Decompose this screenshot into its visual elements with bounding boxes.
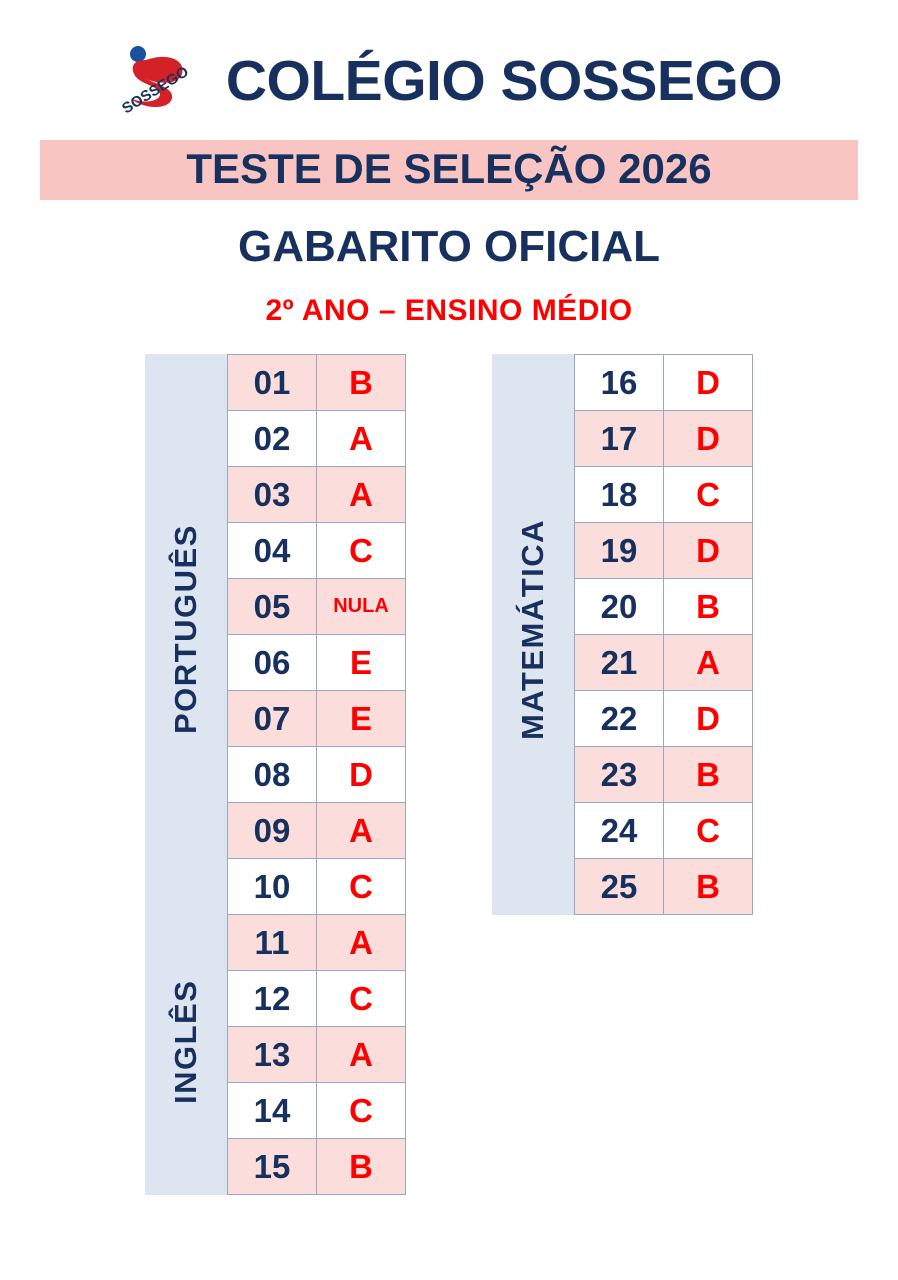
table-row — [228, 747, 405, 803]
left-answer-block — [145, 354, 406, 1195]
table-row — [575, 355, 752, 411]
right-subject-labels — [492, 354, 574, 915]
answer-value: C — [317, 971, 405, 1026]
answer-value: B — [317, 1139, 405, 1194]
question-number: 22 — [575, 691, 664, 746]
question-number: 02 — [228, 411, 317, 466]
answer-value: C — [317, 523, 405, 578]
table-row — [575, 635, 752, 691]
right-answer-rows — [574, 354, 753, 915]
question-number: 10 — [228, 859, 317, 914]
table-row — [228, 467, 405, 523]
table-row — [228, 355, 405, 411]
question-number: 15 — [228, 1139, 317, 1194]
answer-tables — [0, 354, 898, 1195]
subject-label-portugues: PORTUGUÊS — [168, 524, 203, 735]
grade-level: 2º ANO – ENSINO MÉDIO — [265, 294, 633, 328]
table-row — [575, 579, 752, 635]
document-subtitle: GABARITO OFICIAL — [237, 222, 661, 272]
answer-value: C — [317, 859, 405, 914]
question-number: 11 — [228, 915, 317, 970]
answer-value: B — [664, 579, 752, 634]
question-number: 05 — [228, 579, 317, 634]
school-name: COLÉGIO SOSSEGO — [225, 48, 783, 113]
answer-value: C — [664, 803, 752, 858]
left-subject-labels — [145, 354, 227, 1195]
table-row — [575, 747, 752, 803]
question-number: 14 — [228, 1083, 317, 1138]
right-answer-block — [492, 354, 753, 915]
table-row — [228, 635, 405, 691]
table-row — [575, 859, 752, 915]
answer-value: D — [664, 411, 752, 466]
answer-value: E — [317, 691, 405, 746]
answer-value: E — [317, 635, 405, 690]
answer-value: C — [664, 467, 752, 522]
answer-value: B — [317, 355, 405, 410]
answer-value: A — [317, 915, 405, 970]
question-number: 03 — [228, 467, 317, 522]
answer-value: A — [317, 411, 405, 466]
question-number: 12 — [228, 971, 317, 1026]
subject-label-matematica: MATEMÁTICA — [515, 518, 550, 740]
table-row — [228, 803, 405, 859]
answer-value: A — [317, 1027, 405, 1082]
answer-value: B — [664, 859, 752, 914]
question-number: 16 — [575, 355, 664, 410]
left-answer-rows — [227, 354, 406, 1195]
table-row — [575, 467, 752, 523]
question-number: 20 — [575, 579, 664, 634]
table-row — [575, 411, 752, 467]
question-number: 17 — [575, 411, 664, 466]
table-row — [228, 579, 405, 635]
exam-title-band — [40, 140, 858, 200]
table-row — [575, 803, 752, 859]
table-row — [228, 691, 405, 747]
table-row — [228, 1083, 405, 1139]
table-row — [228, 971, 405, 1027]
answer-value: D — [664, 355, 752, 410]
question-number: 07 — [228, 691, 317, 746]
answer-value: A — [664, 635, 752, 690]
school-logo-icon — [116, 40, 212, 122]
subject-label-ingles: INGLÊS — [168, 979, 203, 1105]
question-number: 04 — [228, 523, 317, 578]
answer-value: D — [664, 523, 752, 578]
table-row — [228, 523, 405, 579]
question-number: 06 — [228, 635, 317, 690]
document-header — [0, 0, 898, 122]
question-number: 21 — [575, 635, 664, 690]
question-number: 23 — [575, 747, 664, 802]
answer-value: C — [317, 1083, 405, 1138]
table-row — [228, 411, 405, 467]
table-row — [228, 1027, 405, 1083]
question-number: 19 — [575, 523, 664, 578]
answer-value: D — [317, 747, 405, 802]
table-row — [228, 859, 405, 915]
svg-text:SOSSEGO: SOSSEGO — [118, 63, 192, 118]
table-row — [575, 691, 752, 747]
question-number: 01 — [228, 355, 317, 410]
exam-title: TESTE DE SELEÇÃO 2026 — [186, 145, 712, 192]
question-number: 24 — [575, 803, 664, 858]
question-number: 08 — [228, 747, 317, 802]
table-row — [228, 915, 405, 971]
answer-value: NULA — [317, 579, 405, 634]
question-number: 25 — [575, 859, 664, 914]
answer-value: A — [317, 803, 405, 858]
answer-value: D — [664, 691, 752, 746]
answer-value: A — [317, 467, 405, 522]
answer-value: B — [664, 747, 752, 802]
table-row — [575, 523, 752, 579]
table-row — [228, 1139, 405, 1195]
question-number: 09 — [228, 803, 317, 858]
question-number: 18 — [575, 467, 664, 522]
question-number: 13 — [228, 1027, 317, 1082]
